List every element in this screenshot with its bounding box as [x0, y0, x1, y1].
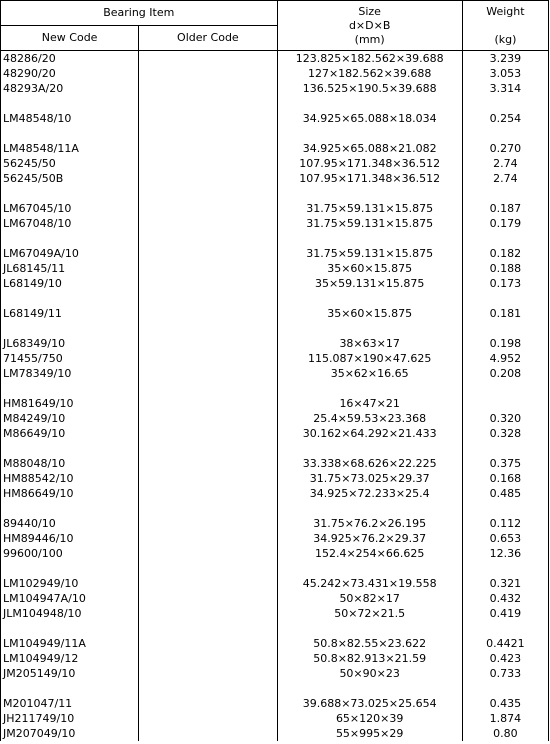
- table-row: [1, 531, 549, 546]
- size-cell: [277, 96, 462, 111]
- new-code-cell: 99600/100: [1, 546, 139, 561]
- size-cell: 152.4×254×66.625: [277, 546, 462, 561]
- weight-cell: 3.053: [462, 66, 548, 81]
- table-body: [1, 51, 549, 742]
- older-code-cell: [139, 531, 277, 546]
- weight-cell: 1.874: [462, 711, 548, 726]
- new-code-cell: [1, 681, 139, 696]
- size-cell: 50.8×82.913×21.59: [277, 651, 462, 666]
- weight-cell: 0.653: [462, 531, 548, 546]
- older-code-cell: [139, 561, 277, 576]
- new-code-cell: M201047/11: [1, 696, 139, 711]
- new-code-cell: LM48548/11A: [1, 141, 139, 156]
- older-code-cell: [139, 321, 277, 336]
- weight-cell: [462, 681, 548, 696]
- table-row: [1, 216, 549, 231]
- older-code-cell: [139, 651, 277, 666]
- size-cell: [277, 681, 462, 696]
- size-header-unit: (mm): [354, 32, 385, 46]
- new-code-header: New Code: [1, 26, 139, 51]
- new-code-cell: M86649/10: [1, 426, 139, 441]
- new-code-cell: [1, 621, 139, 636]
- weight-cell: 0.254: [462, 111, 548, 126]
- weight-cell: 0.423: [462, 651, 548, 666]
- size-cell: 31.75×59.131×15.875: [277, 216, 462, 231]
- size-cell: 55×995×29: [277, 726, 462, 741]
- table-row: [1, 336, 549, 351]
- new-code-cell: [1, 561, 139, 576]
- size-cell: 16×47×21: [277, 396, 462, 411]
- new-code-cell: L68149/10: [1, 276, 139, 291]
- table-row: [1, 111, 549, 126]
- size-cell: 50×82×17: [277, 591, 462, 606]
- table-row: [1, 651, 549, 666]
- new-code-cell: JM207049/10: [1, 726, 139, 741]
- new-code-cell: JM205149/10: [1, 666, 139, 681]
- new-code-cell: [1, 291, 139, 306]
- bearing-item-header: Bearing Item: [1, 1, 278, 26]
- new-code-cell: 71455/750: [1, 351, 139, 366]
- table-row: [1, 351, 549, 366]
- table-row: [1, 501, 549, 516]
- size-cell: [277, 291, 462, 306]
- table-row: [1, 726, 549, 741]
- size-cell: 31.75×59.131×15.875: [277, 201, 462, 216]
- older-code-cell: [139, 246, 277, 261]
- older-code-cell: [139, 396, 277, 411]
- weight-cell: 0.80: [462, 726, 548, 741]
- new-code-cell: HM89446/10: [1, 531, 139, 546]
- size-cell: 39.688×73.025×25.654: [277, 696, 462, 711]
- new-code-cell: HM88542/10: [1, 471, 139, 486]
- new-code-cell: [1, 231, 139, 246]
- size-cell: 38×63×17: [277, 336, 462, 351]
- new-code-cell: LM104949/12: [1, 651, 139, 666]
- size-cell: 115.087×190×47.625: [277, 351, 462, 366]
- weight-cell: 0.198: [462, 336, 548, 351]
- weight-cell: 0.112: [462, 516, 548, 531]
- new-code-cell: JL68349/10: [1, 336, 139, 351]
- table-row: [1, 396, 549, 411]
- weight-cell: [462, 291, 548, 306]
- table-row: [1, 366, 549, 381]
- size-cell: 50×90×23: [277, 666, 462, 681]
- size-cell: [277, 231, 462, 246]
- table-row: [1, 546, 549, 561]
- older-code-header: Older Code: [139, 26, 277, 51]
- weight-cell: 0.168: [462, 471, 548, 486]
- older-code-cell: [139, 141, 277, 156]
- table-row: [1, 81, 549, 96]
- older-code-cell: [139, 501, 277, 516]
- new-code-cell: LM102949/10: [1, 576, 139, 591]
- older-code-cell: [139, 426, 277, 441]
- older-code-cell: [139, 606, 277, 621]
- size-cell: [277, 501, 462, 516]
- size-cell: [277, 126, 462, 141]
- size-cell: [277, 561, 462, 576]
- older-code-cell: [139, 666, 277, 681]
- table-row: [1, 621, 549, 636]
- new-code-cell: LM67045/10: [1, 201, 139, 216]
- size-header-formula: d×D×B: [348, 18, 391, 32]
- table-row: [1, 141, 549, 156]
- table-row: [1, 561, 549, 576]
- table-row: [1, 516, 549, 531]
- size-cell: 50.8×82.55×23.622: [277, 636, 462, 651]
- weight-cell: 0.485: [462, 486, 548, 501]
- new-code-cell: LM78349/10: [1, 366, 139, 381]
- older-code-cell: [139, 216, 277, 231]
- table-row: [1, 411, 549, 426]
- older-code-cell: [139, 381, 277, 396]
- table-row: [1, 306, 549, 321]
- older-code-cell: [139, 696, 277, 711]
- table-row: [1, 441, 549, 456]
- table-row: [1, 291, 549, 306]
- new-code-cell: 48290/20: [1, 66, 139, 81]
- older-code-cell: [139, 456, 277, 471]
- older-code-cell: [139, 366, 277, 381]
- older-code-cell: [139, 681, 277, 696]
- size-cell: [277, 621, 462, 636]
- older-code-cell: [139, 516, 277, 531]
- older-code-cell: [139, 231, 277, 246]
- weight-cell: 0.4421: [462, 636, 548, 651]
- new-code-cell: LM104949/11A: [1, 636, 139, 651]
- weight-cell: 0.321: [462, 576, 548, 591]
- size-cell: [277, 321, 462, 336]
- new-code-cell: JH211749/10: [1, 711, 139, 726]
- size-cell: 127×182.562×39.688: [277, 66, 462, 81]
- weight-cell: 0.320: [462, 411, 548, 426]
- size-cell: 35×62×16.65: [277, 366, 462, 381]
- older-code-cell: [139, 351, 277, 366]
- table-row: [1, 186, 549, 201]
- new-code-cell: 48286/20: [1, 51, 139, 67]
- older-code-cell: [139, 201, 277, 216]
- new-code-cell: M88048/10: [1, 456, 139, 471]
- older-code-cell: [139, 411, 277, 426]
- older-code-cell: [139, 66, 277, 81]
- new-code-cell: [1, 321, 139, 336]
- older-code-cell: [139, 291, 277, 306]
- weight-cell: 0.328: [462, 426, 548, 441]
- size-cell: [277, 186, 462, 201]
- weight-cell: 0.432: [462, 591, 548, 606]
- size-cell: 107.95×171.348×36.512: [277, 156, 462, 171]
- size-header-title: Size: [358, 4, 381, 18]
- new-code-cell: [1, 501, 139, 516]
- weight-cell: [462, 186, 548, 201]
- weight-cell: [462, 621, 548, 636]
- weight-cell: [462, 126, 548, 141]
- table-row: [1, 711, 549, 726]
- size-cell: 34.925×72.233×25.4: [277, 486, 462, 501]
- size-header: [277, 1, 462, 51]
- size-cell: [277, 441, 462, 456]
- weight-cell: [462, 396, 548, 411]
- weight-cell: [462, 501, 548, 516]
- size-cell: 31.75×73.025×29.37: [277, 471, 462, 486]
- weight-cell: [462, 381, 548, 396]
- new-code-cell: 89440/10: [1, 516, 139, 531]
- weight-cell: 0.188: [462, 261, 548, 276]
- older-code-cell: [139, 576, 277, 591]
- weight-cell: 0.733: [462, 666, 548, 681]
- new-code-cell: JL68145/11: [1, 261, 139, 276]
- size-cell: 34.925×76.2×29.37: [277, 531, 462, 546]
- older-code-cell: [139, 156, 277, 171]
- new-code-cell: [1, 186, 139, 201]
- table-row: [1, 66, 549, 81]
- table-row: [1, 381, 549, 396]
- size-cell: 31.75×76.2×26.195: [277, 516, 462, 531]
- older-code-cell: [139, 276, 277, 291]
- weight-cell: 0.208: [462, 366, 548, 381]
- weight-cell: [462, 441, 548, 456]
- new-code-cell: HM86649/10: [1, 486, 139, 501]
- older-code-cell: [139, 336, 277, 351]
- table-row: [1, 321, 549, 336]
- weight-header-unit: (kg): [494, 32, 517, 46]
- weight-header: [462, 1, 548, 51]
- older-code-cell: [139, 726, 277, 741]
- table-row: [1, 51, 549, 67]
- older-code-cell: [139, 81, 277, 96]
- table-row: [1, 231, 549, 246]
- table-row: [1, 666, 549, 681]
- weight-cell: 2.74: [462, 171, 548, 186]
- table-row: [1, 576, 549, 591]
- weight-cell: [462, 231, 548, 246]
- older-code-cell: [139, 306, 277, 321]
- table-row: [1, 456, 549, 471]
- size-cell: 107.95×171.348×36.512: [277, 171, 462, 186]
- weight-header-title: Weight: [486, 4, 525, 18]
- size-cell: 35×60×15.875: [277, 261, 462, 276]
- weight-cell: 12.36: [462, 546, 548, 561]
- weight-cell: [462, 321, 548, 336]
- older-code-cell: [139, 96, 277, 111]
- table-row: [1, 96, 549, 111]
- new-code-cell: L68149/11: [1, 306, 139, 321]
- size-cell: 25.4×59.53×23.368: [277, 411, 462, 426]
- size-cell: 30.162×64.292×21.433: [277, 426, 462, 441]
- table-row: [1, 426, 549, 441]
- weight-cell: 0.182: [462, 246, 548, 261]
- weight-cell: 3.239: [462, 51, 548, 67]
- older-code-cell: [139, 111, 277, 126]
- weight-cell: 2.74: [462, 156, 548, 171]
- size-cell: 35×59.131×15.875: [277, 276, 462, 291]
- new-code-cell: [1, 381, 139, 396]
- older-code-cell: [139, 171, 277, 186]
- older-code-cell: [139, 636, 277, 651]
- weight-cell: 0.187: [462, 201, 548, 216]
- older-code-cell: [139, 51, 277, 67]
- new-code-cell: LM48548/10: [1, 111, 139, 126]
- older-code-cell: [139, 471, 277, 486]
- new-code-cell: [1, 126, 139, 141]
- weight-cell: [462, 96, 548, 111]
- table-row: [1, 681, 549, 696]
- new-code-cell: 48293A/20: [1, 81, 139, 96]
- new-code-cell: M84249/10: [1, 411, 139, 426]
- new-code-cell: LM67049A/10: [1, 246, 139, 261]
- new-code-cell: LM104947A/10: [1, 591, 139, 606]
- older-code-cell: [139, 261, 277, 276]
- size-cell: [277, 381, 462, 396]
- older-code-cell: [139, 186, 277, 201]
- older-code-cell: [139, 591, 277, 606]
- size-cell: 45.242×73.431×19.558: [277, 576, 462, 591]
- new-code-cell: HM81649/10: [1, 396, 139, 411]
- older-code-cell: [139, 441, 277, 456]
- new-code-cell: 56245/50B: [1, 171, 139, 186]
- table-row: [1, 606, 549, 621]
- older-code-cell: [139, 486, 277, 501]
- new-code-cell: 56245/50: [1, 156, 139, 171]
- older-code-cell: [139, 546, 277, 561]
- table-row: [1, 486, 549, 501]
- size-cell: 123.825×182.562×39.688: [277, 51, 462, 67]
- size-cell: 31.75×59.131×15.875: [277, 246, 462, 261]
- older-code-cell: [139, 711, 277, 726]
- weight-cell: 0.375: [462, 456, 548, 471]
- table-row: [1, 201, 549, 216]
- weight-cell: 0.419: [462, 606, 548, 621]
- size-cell: 34.925×65.088×21.082: [277, 141, 462, 156]
- older-code-cell: [139, 126, 277, 141]
- weight-cell: 4.952: [462, 351, 548, 366]
- size-cell: 33.338×68.626×22.225: [277, 456, 462, 471]
- weight-cell: 0.173: [462, 276, 548, 291]
- table-row: [1, 156, 549, 171]
- new-code-cell: [1, 96, 139, 111]
- size-cell: 35×60×15.875: [277, 306, 462, 321]
- new-code-cell: JLM104948/10: [1, 606, 139, 621]
- size-cell: 50×72×21.5: [277, 606, 462, 621]
- weight-cell: [462, 561, 548, 576]
- size-cell: 65×120×39: [277, 711, 462, 726]
- table-row: [1, 591, 549, 606]
- weight-cell: 0.181: [462, 306, 548, 321]
- size-cell: 34.925×65.088×18.034: [277, 111, 462, 126]
- table-row: [1, 636, 549, 651]
- weight-cell: 0.179: [462, 216, 548, 231]
- weight-cell: 0.435: [462, 696, 548, 711]
- table-row: [1, 246, 549, 261]
- table-row: [1, 261, 549, 276]
- table-row: [1, 696, 549, 711]
- weight-cell: 0.270: [462, 141, 548, 156]
- older-code-cell: [139, 621, 277, 636]
- new-code-cell: LM67048/10: [1, 216, 139, 231]
- table-row: [1, 171, 549, 186]
- table-row: [1, 276, 549, 291]
- weight-cell: 3.314: [462, 81, 548, 96]
- table-row: [1, 471, 549, 486]
- new-code-cell: [1, 441, 139, 456]
- size-cell: 136.525×190.5×39.688: [277, 81, 462, 96]
- table-row: [1, 126, 549, 141]
